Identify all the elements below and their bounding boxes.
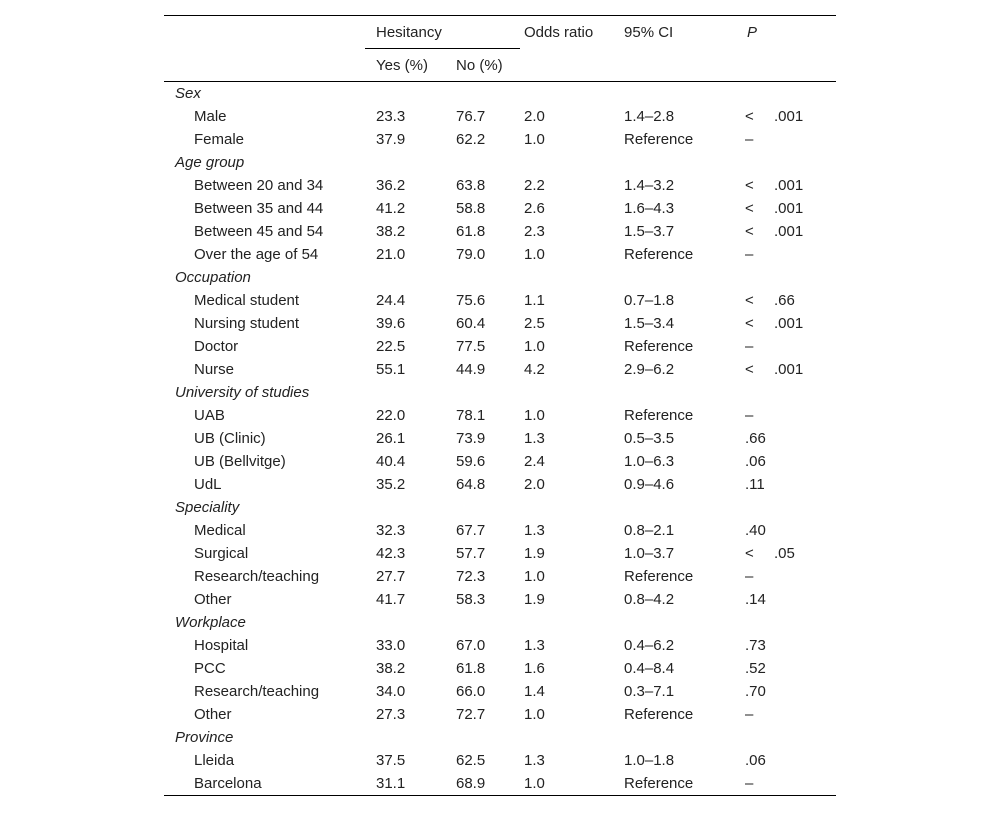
ci-cell: 0.4–8.4 [624,660,675,677]
group-heading: Speciality [175,499,240,516]
ci-cell: 1.4–2.8 [624,108,675,125]
table-row [164,174,836,197]
header-yes [365,49,445,82]
yes-percent-cell: 35.2 [376,476,406,493]
row-label: UB (Clinic) [194,430,266,447]
header-empty-cell [613,49,731,82]
table-row [164,450,836,473]
row-label: PCC [194,660,226,677]
p-value-cell [731,358,836,381]
header-p-label: P [747,23,758,41]
group-row [164,611,836,634]
p-value: .73 [745,637,766,654]
table-row [164,772,836,796]
group-row [164,381,836,404]
odds-ratio-cell: 1.0 [524,131,545,148]
table-row [164,427,836,450]
ci-cell: 1.0–1.8 [624,752,675,769]
header-empty-cell [520,49,613,82]
no-percent-cell: 44.9 [456,361,486,378]
p-value: – [745,775,754,792]
table-row [164,335,836,358]
p-value-cell [731,289,836,312]
ci-cell: 0.5–3.5 [624,430,675,447]
table-row [164,105,836,128]
yes-percent-cell: 23.3 [376,108,406,125]
p-value-cell [731,772,836,796]
ci-cell: 2.9–6.2 [624,361,675,378]
row-label: Over the age of 54 [194,246,319,263]
p-value-cell [731,220,836,243]
row-label: Hospital [194,637,249,654]
no-percent-cell: 61.8 [456,660,486,677]
table-row [164,519,836,542]
table-row [164,749,836,772]
p-value: – [745,407,754,424]
table-row [164,358,836,381]
yes-percent-cell: 27.7 [376,568,406,585]
p-value: .001 [774,315,804,332]
p-value-cell [731,105,836,128]
row-label: Lleida [194,752,235,769]
no-percent-cell: 57.7 [456,545,486,562]
yes-percent-cell: 26.1 [376,430,406,447]
p-value-cell [731,335,836,358]
yes-percent-cell: 40.4 [376,453,406,470]
group-row [164,266,836,289]
table-row [164,197,836,220]
odds-ratio-cell: 2.5 [524,315,545,332]
less-than-sign: < [745,177,754,194]
no-percent-cell: 75.6 [456,292,486,309]
no-percent-cell: 58.8 [456,200,486,217]
row-label: Doctor [194,338,239,355]
no-percent-cell: 66.0 [456,683,486,700]
odds-ratio-cell: 2.2 [524,177,545,194]
p-value: .66 [774,292,795,309]
odds-ratio-cell: 2.6 [524,200,545,217]
table-body [164,82,836,796]
table-row [164,128,836,151]
less-than-sign: < [745,545,754,562]
p-value: – [745,246,754,263]
no-percent-cell: 64.8 [456,476,486,493]
yes-percent-cell: 22.0 [376,407,406,424]
group-heading: Age group [175,154,245,171]
p-value: .52 [745,660,766,677]
p-value: .40 [745,522,766,539]
p-value-cell [731,634,836,657]
odds-ratio-cell: 1.3 [524,522,545,539]
no-percent-cell: 62.2 [456,131,486,148]
odds-ratio-cell: 1.3 [524,752,545,769]
p-value: .05 [774,545,795,562]
no-percent-cell: 61.8 [456,223,486,240]
table-row [164,565,836,588]
p-value-cell [731,565,836,588]
p-value: – [745,706,754,723]
ci-cell: Reference [624,568,694,585]
odds-ratio-cell: 1.9 [524,545,545,562]
less-than-sign: < [745,108,754,125]
p-value-cell [731,473,836,496]
p-value: .11 [745,476,765,493]
p-value-cell [731,197,836,220]
odds-ratio-cell: 1.0 [520,772,613,796]
table-row [164,680,836,703]
odds-ratio-cell: 1.3 [524,637,545,654]
ci-cell: 0.9–4.6 [624,476,675,493]
header-ci-label: 95% CI [624,23,674,41]
group-heading: Workplace [175,614,246,631]
p-value-cell [731,312,836,335]
no-percent-cell: 67.7 [456,522,486,539]
yes-percent-cell: 32.3 [376,522,406,539]
p-value-cell [731,243,836,266]
p-value: .001 [774,361,804,378]
yes-percent-cell: 55.1 [376,361,406,378]
row-label: Other [194,591,232,608]
header-ci [613,16,731,49]
row-label: UAB [194,407,225,424]
p-value-cell [731,588,836,611]
row-label: Other [194,706,232,723]
row-label: Between 35 and 44 [194,200,324,217]
p-value: .70 [745,683,766,700]
yes-percent-cell: 42.3 [376,545,406,562]
ci-cell: 1.0–6.3 [624,453,675,470]
odds-ratio-cell: 1.3 [524,430,545,447]
less-than-sign: < [745,315,754,332]
table-row [164,542,836,565]
row-label: Nursing student [194,315,300,332]
header-hesitancy [365,16,520,49]
group-heading: Province [175,729,234,746]
less-than-sign: < [745,292,754,309]
yes-percent-cell: 36.2 [376,177,406,194]
row-label: Between 45 and 54 [194,223,324,240]
header-p [731,16,836,49]
no-percent-cell: 67.0 [456,637,486,654]
group-row [164,82,836,106]
yes-percent-cell: 22.5 [376,338,406,355]
group-heading: University of studies [175,384,310,401]
odds-ratio-cell: 1.1 [524,292,545,309]
no-percent-cell: 72.7 [456,706,486,723]
table-row [164,404,836,427]
group-row [164,151,836,174]
ci-cell: 1.5–3.7 [624,223,675,240]
ci-cell: Reference [624,706,694,723]
ci-cell: 1.6–4.3 [624,200,675,217]
no-percent-cell: 76.7 [456,108,486,125]
p-value-cell [731,703,836,726]
row-label: Between 20 and 34 [194,177,324,194]
odds-ratio-cell: 1.0 [524,338,545,355]
header-hesitancy-label: Hesitancy [376,23,442,41]
table-row [164,243,836,266]
odds-ratio-cell: 1.0 [524,246,545,263]
odds-ratio-cell: 4.2 [524,361,545,378]
group-heading: Sex [175,85,201,102]
header-empty-cell [164,16,365,49]
less-than-sign: < [745,361,754,378]
no-percent-cell: 63.8 [456,177,486,194]
ci-cell: 1.0–3.7 [624,545,675,562]
p-value-cell [731,680,836,703]
yes-percent-cell: 34.0 [376,683,406,700]
yes-percent-cell: 41.7 [376,591,406,608]
table-row [164,634,836,657]
ci-cell: Reference [624,131,694,148]
p-value-cell [731,404,836,427]
no-percent-cell: 78.1 [456,407,486,424]
header-yes-label: Yes (%) [376,56,428,74]
p-value: .001 [774,177,804,194]
p-value: .06 [745,752,766,769]
odds-ratio-cell: 1.0 [524,706,545,723]
yes-percent-cell: 31.1 [365,772,445,796]
p-value: .001 [774,108,804,125]
row-label: Research/teaching [194,568,320,585]
no-percent-cell: 62.5 [456,752,486,769]
yes-percent-cell: 38.2 [376,223,406,240]
yes-percent-cell: 41.2 [376,200,406,217]
p-value-cell [731,749,836,772]
no-percent-cell: 58.3 [456,591,486,608]
row-label: Research/teaching [194,683,320,700]
row-label: UdL [194,476,222,493]
table-row [164,657,836,680]
ci-cell: Reference [624,338,694,355]
header-odds-ratio-label: Odds ratio [524,23,594,41]
ci-cell: 1.5–3.4 [624,315,675,332]
no-percent-cell: 59.6 [456,453,486,470]
ci-cell: 0.8–4.2 [624,591,675,608]
p-value-cell [731,542,836,565]
ci-cell: Reference [624,246,694,263]
row-label: Surgical [194,545,249,562]
ci-cell: Reference [624,407,694,424]
table-header [164,16,836,82]
p-value-cell [731,427,836,450]
table-row [164,312,836,335]
table-row [164,220,836,243]
p-value-cell [731,657,836,680]
row-label: UB (Bellvitge) [194,453,286,470]
less-than-sign: < [745,200,754,217]
odds-ratio-cell: 1.0 [524,407,545,424]
yes-percent-cell: 37.9 [376,131,406,148]
yes-percent-cell: 38.2 [376,660,406,677]
row-label: Barcelona [164,772,365,796]
odds-ratio-cell: 2.3 [524,223,545,240]
odds-ratio-cell: 2.0 [524,108,545,125]
yes-percent-cell: 39.6 [376,315,406,332]
p-value-cell [731,450,836,473]
ci-cell: 1.4–3.2 [624,177,675,194]
table-row [164,588,836,611]
p-value: – [745,568,754,585]
odds-ratio-cell: 1.6 [524,660,545,677]
yes-percent-cell: 33.0 [376,637,406,654]
p-value-cell [731,128,836,151]
p-value: .06 [745,453,766,470]
group-row [164,726,836,749]
yes-percent-cell: 24.4 [376,292,406,309]
less-than-sign: < [745,223,754,240]
odds-ratio-cell: 2.0 [524,476,545,493]
ci-cell: Reference [613,772,731,796]
yes-percent-cell: 21.0 [376,246,406,263]
ci-cell: 0.3–7.1 [624,683,675,700]
table-row [164,473,836,496]
p-value: – [745,338,754,355]
header-empty-cell [164,49,365,82]
no-percent-cell: 60.4 [456,315,486,332]
no-percent-cell: 77.5 [456,338,486,355]
p-value: – [745,131,754,148]
row-label: Medical student [194,292,300,309]
header-odds-ratio [520,16,613,49]
table-row [164,289,836,312]
yes-percent-cell: 27.3 [376,706,406,723]
p-value-cell [731,174,836,197]
odds-ratio-cell: 1.4 [524,683,545,700]
no-percent-cell: 72.3 [456,568,486,585]
p-value: .001 [774,223,804,240]
ci-cell: 0.8–2.1 [624,522,675,539]
ci-cell: 0.4–6.2 [624,637,675,654]
header-empty-cell [731,49,836,82]
odds-ratio-cell: 2.4 [524,453,545,470]
row-label: Medical [194,522,246,539]
odds-ratio-cell: 1.0 [524,568,545,585]
odds-ratio-table [164,15,836,796]
odds-ratio-cell: 1.9 [524,591,545,608]
group-row [164,496,836,519]
yes-percent-cell: 37.5 [376,752,406,769]
group-heading: Occupation [175,269,251,286]
ci-cell: 0.7–1.8 [624,292,675,309]
table-row [164,703,836,726]
no-percent-cell: 68.9 [445,772,520,796]
row-label: Male [194,108,227,125]
p-value-cell [731,519,836,542]
row-label: Female [194,131,245,148]
row-label: Nurse [194,361,235,378]
p-value: .001 [774,200,804,217]
no-percent-cell: 79.0 [456,246,486,263]
no-percent-cell: 73.9 [456,430,486,447]
header-no [445,49,520,82]
header-no-label: No (%) [456,56,503,74]
p-value: .66 [745,430,766,447]
p-value: .14 [745,591,766,608]
